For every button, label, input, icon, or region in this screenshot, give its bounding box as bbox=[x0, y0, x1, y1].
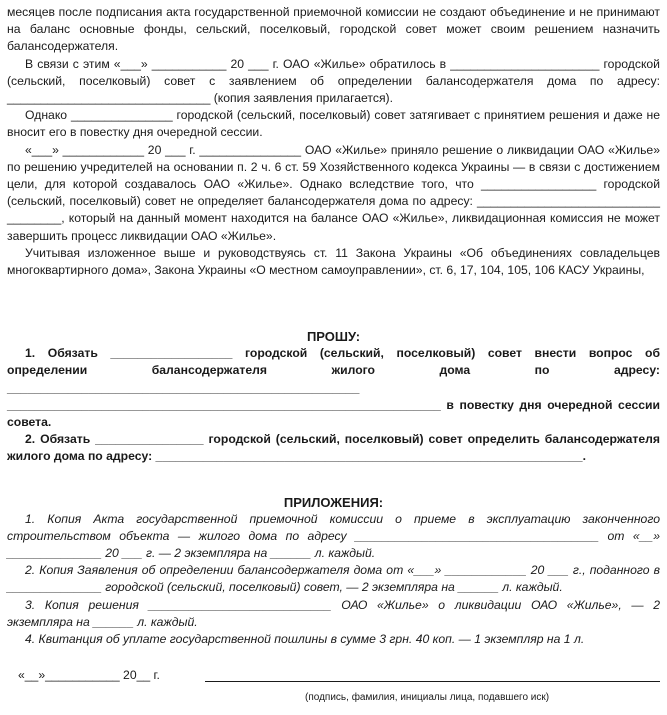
attachment-item: 2. Копия Заявления об определении балансодержателя дома от «___» ____________ 20 ___ г., поданного в ______________ городской (сельский, поселковый) совет, — 2 экземпляра на ______ л. каждый. bbox=[7, 563, 660, 595]
spacer bbox=[7, 466, 660, 494]
body-paragraph: месяцев после подписания акта государственной приемочной комиссии не создают объединение и не принимают на баланс основные фонды, сельский, поселковый, городской совет может своим решением назначить балансодержателя. bbox=[7, 5, 660, 54]
body-paragraph: «___» ____________ 20 ___ г. _______________ ОАО «Жилье» приняло решение о ликвидации ОАО «Жилье» по решению учредителей на основании п. 2 ч. 6 ст. 59 Хозяйственного кодекса Украины — в связи с достижением цели, для которой создавалось ОАО «Жилье». Однако вследствие того, что _________________ городской (сельский, поселковый) совет не определяет балансодержателя дома по адресу: ___________________________ ________, который на данный момент находится на балансе ОАО «Жилье», ликвидационная комиссия не может завершить процесс ликвидации ОАО «Жилье». bbox=[7, 142, 660, 243]
request-item: 2. Обязать ________________ городской (сельский, поселковый) совет определить балансодержателя жилого дома по адресу: _______________________________________________________________. bbox=[7, 432, 660, 464]
body-paragraph: В связи с этим «___» ___________ 20 ___ г. ОАО «Жилье» обратилось в ______________________ городской (сельский, поселковый) совет с заявлением об определении балансодержателя дома по адресу: ______________________________ (копия заявления прилагается). bbox=[7, 56, 660, 106]
letter-body bbox=[7, 4, 660, 279]
signature-caption: (подпись, фамилия, инициалы лица, подавшего иск) bbox=[305, 692, 550, 704]
spacer bbox=[7, 279, 660, 328]
attachment-item: 1. Копия Акта государственной приемочной комиссии о приеме в эксплуатацию законченного строительством объекта — жилого дома по адресу ____________________________________ от «__» ______________ 20 ___ г. — 2 экземпляра на ______ л. каждый. bbox=[7, 511, 660, 561]
attachments-section bbox=[7, 494, 660, 649]
document-page bbox=[7, 4, 660, 715]
signature-date: «__»___________ 20__ г. bbox=[18, 668, 160, 683]
signature-block bbox=[7, 667, 660, 715]
attachment-item: 4. Квитанция об уплате государственной пошлины в сумме 3 грн. 40 коп. — 1 экземпляр на 1 л. bbox=[25, 632, 585, 647]
body-paragraph: Учитывая изложенное выше и руководствуясь ст. 11 Закона Украины «Об объединениях совладельцев многоквартирного дома», Закона Украины «О местном самоуправлении», ст. 6, 17, 104, 105, 106 КАСУ Украины, bbox=[7, 245, 660, 278]
attachment-item: 3. Копия решения ___________________________ ОАО «Жилье» о ликвидации ОАО «Жилье», — 2 экземпляра на ______ л. каждый. bbox=[7, 597, 660, 629]
request-heading: ПРОШУ: bbox=[306, 329, 361, 345]
body-paragraph: Однако _______________ городской (сельский, поселковый) совет затягивает с принятием решения и даже не вносит его в повестку дня очередной сессии. bbox=[7, 108, 660, 140]
request-section bbox=[7, 328, 660, 465]
signature-line bbox=[205, 681, 660, 682]
attachments-heading: ПРИЛОЖЕНИЯ: bbox=[283, 494, 384, 510]
request-item: 1. Обязать __________________ городской (сельский, поселковый) совет внести вопрос об определении балансодержателя жилого дома по адресу: ____________________________________________________ ________________________________________________________________ в повестку дня очередной сессии совета. bbox=[7, 346, 660, 430]
